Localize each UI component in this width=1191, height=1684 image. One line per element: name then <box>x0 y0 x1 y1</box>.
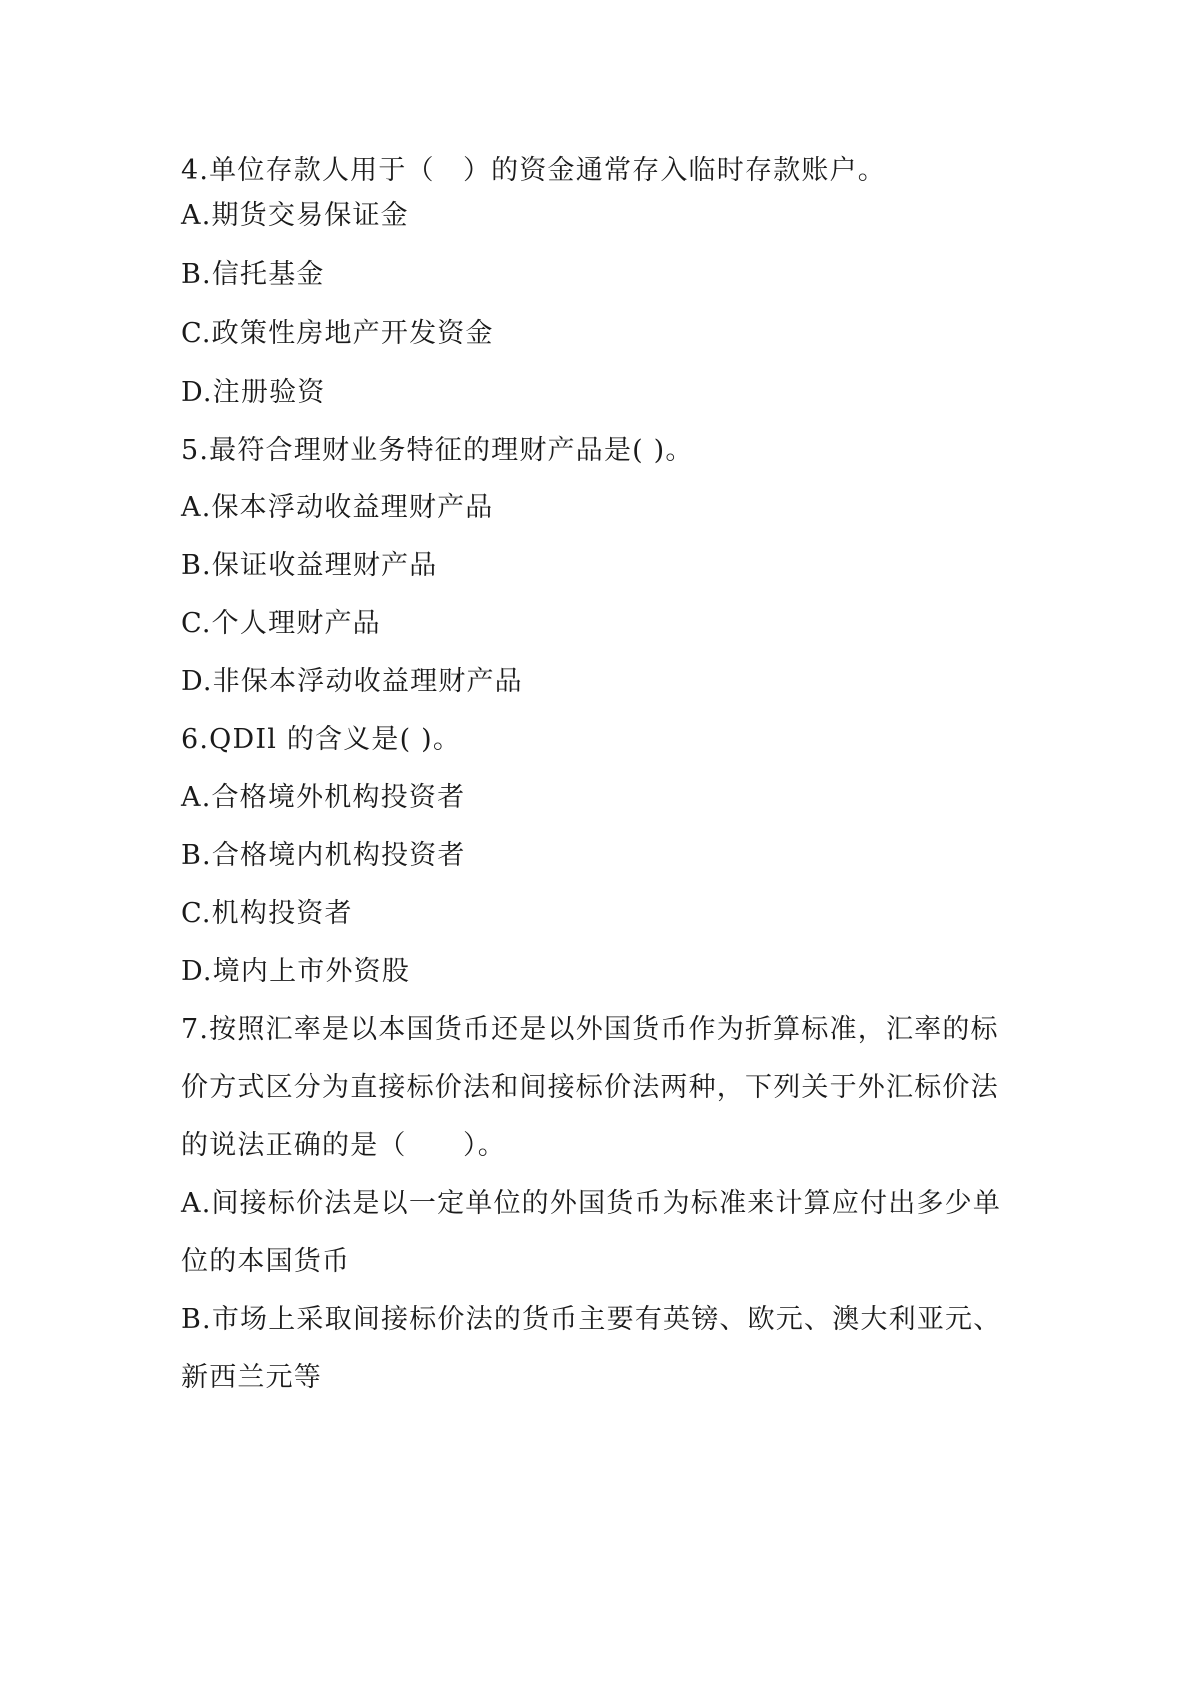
question-7-option-a-line-2: 位的本国货币 <box>181 1246 351 1277</box>
question-5-option-d: D.非保本浮动收益理财产品 <box>181 666 523 697</box>
question-5-stem: 5.最符合理财业务特征的理财产品是( )。 <box>181 435 694 466</box>
question-5-option-b: B.保证收益理财产品 <box>181 550 438 581</box>
question-7-stem-line-2: 价方式区分为直接标价法和间接标价法两种，下列关于外汇标价法 <box>181 1072 999 1103</box>
question-4-option-c: C.政策性房地产开发资金 <box>181 318 494 349</box>
question-5-option-a: A.保本浮动收益理财产品 <box>181 492 494 523</box>
question-4-option-d: D.注册验资 <box>181 377 326 408</box>
question-6-option-d: D.境内上市外资股 <box>181 956 411 987</box>
question-6-stem: 6.QDIl 的含义是( )。 <box>181 724 462 755</box>
question-6-option-a: A.合格境外机构投资者 <box>181 782 466 813</box>
question-5-option-c: C.个人理财产品 <box>181 608 381 639</box>
question-4-option-b: B.信托基金 <box>181 259 325 290</box>
question-7-option-b-line-2: 新西兰元等 <box>181 1362 322 1393</box>
question-7-option-b-line-1: B.市场上采取间接标价法的货币主要有英镑、欧元、澳大利亚元、 <box>181 1304 1002 1335</box>
question-6-option-b: B.合格境内机构投资者 <box>181 840 466 871</box>
question-4-stem: 4.单位存款人用于（ ）的资金通常存入临时存款账户。 <box>181 155 886 186</box>
question-7-option-a-line-1: A.间接标价法是以一定单位的外国货币为标准来计算应付出多少单 <box>181 1188 1002 1219</box>
question-7-stem-line-1: 7.按照汇率是以本国货币还是以外国货币作为折算标准，汇率的标 <box>181 1014 999 1045</box>
question-6-option-c: C.机构投资者 <box>181 898 353 929</box>
question-7-stem-line-3: 的说法正确的是（ ）。 <box>181 1130 506 1161</box>
question-4-option-a: A.期货交易保证金 <box>181 200 409 231</box>
